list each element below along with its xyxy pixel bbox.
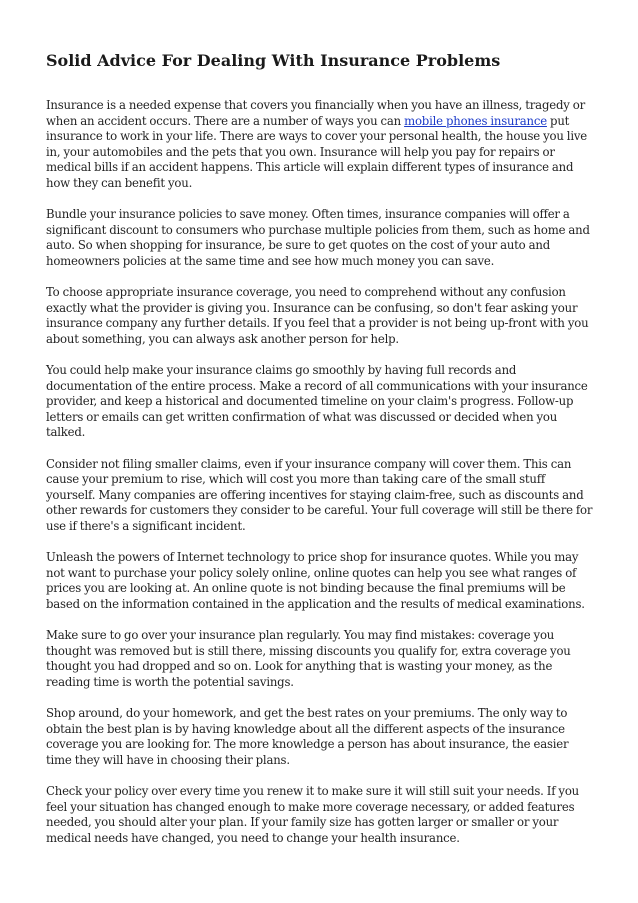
mobile-phones-insurance-link[interactable]: mobile phones insurance	[404, 113, 547, 128]
page-title: Solid Advice For Dealing With Insurance Problems	[46, 51, 501, 70]
paragraph-bundle-policies: Bundle your insurance policies to save money. Often times, insurance companies will offer a significant discount to consumers who purchase multiple policies from them, such as home and auto. So when shopping for insurance, be sure to get quotes on the cost of your auto and homeowners policies at the same time and see how much money you can save.	[46, 207, 590, 268]
paragraph-claims-records: You could help make your insurance claims go smoothly by having full records and documentation of the entire process. Make a record of all communications with your insurance provider, and keep a historical and documented timeline on your claim's progress. Follow-up letters or emails can get written confirmation of what was discussed or decided when you talked.	[46, 363, 588, 440]
document-page	[46, 50, 594, 862]
paragraph-check-policy: Check your policy over every time you renew it to make sure it will still suit your needs. If you feel your situation has changed enough to make more coverage necessary, or added features needed, you should alter your plan. If your family size has gotten larger or smaller or your medical needs have changed, you need to change your health insurance.	[46, 784, 580, 845]
paragraph-review-plan: Make sure to go over your insurance plan regularly. You may find mistakes: coverage you thought was removed but is still there, missing discounts you qualify for, extra coverage you thought you had dropped and so on. Look for anything that is wasting your money, as the reading time is worth the potential savings.	[46, 628, 571, 689]
paragraph-intro	[46, 98, 594, 192]
paragraph-intro-text-after: put insurance to work in your life. There are ways to cover your personal health, the house you live in, your automobiles and the pets that you own. Insurance will help you pay for repairs or medical bills if an accident happens. This article will explain different types of insurance and how they can benefit you.	[46, 113, 587, 190]
paragraph-choose-coverage: To choose appropriate insurance coverage, you need to comprehend without any confusion exactly what the provider is giving you. Insurance can be confusing, so don't fear asking your insurance company any further details. If you feel that a provider is not being up-front with you about something, you can always ask another person for help.	[46, 285, 589, 346]
paragraph-internet-quotes: Unleash the powers of Internet technology to price shop for insurance quotes. While you may not want to purchase your policy solely online, online quotes can help you see what ranges of prices you are looking at. An online quote is not binding because the final premiums will be based on the information contained in the application and the results of medical examinations.	[46, 550, 585, 611]
paragraph-smaller-claims: Consider not filing smaller claims, even if your insurance company will cover them. This can cause your premium to rise, which will cost you more than taking care of the small stuff yourself. Many companies are offering incentives for staying claim-free, such as discounts and other rewards for customers they consider to be careful. Your full coverage will still be there for use if there's a significant incident.	[46, 456, 593, 534]
paragraph-intro-text-before: Insurance is a needed expense that covers you financially when you have an illness, tragedy or when an accident occurs. There are a number of ways you can	[46, 98, 585, 128]
paragraph-shop-around: Shop around, do your homework, and get the best rates on your premiums. The only way to obtain the best plan is by having knowledge about all the different aspects of the insurance coverage you are looking for. The more knowledge a person has about insurance, the easier time they will have in choosing their plans.	[46, 706, 569, 767]
